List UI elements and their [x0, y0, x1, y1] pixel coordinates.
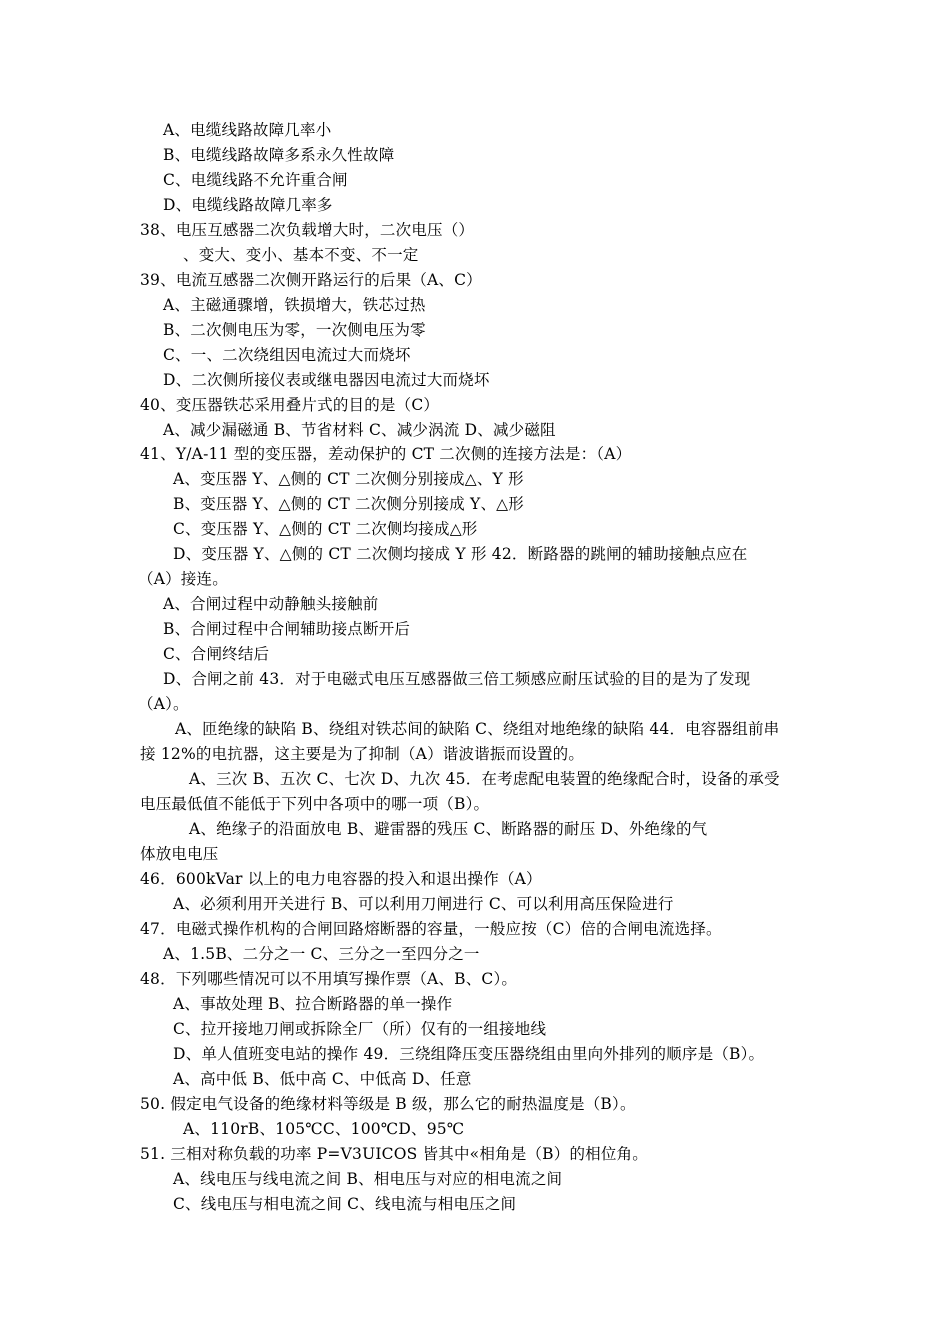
text-line: C、拉开接地刀闸或拆除全厂（所）仅有的一组接地线 — [173, 1020, 547, 1038]
text-line: B、变压器 Y、△侧的 CT 二次侧分别接成 Y、△形 — [173, 495, 525, 513]
text-line: C、线电压与相电流之间 C、线电流与相电压之间 — [173, 1195, 517, 1213]
text-line: D、合闸之前 43．对于电磁式电压互感器做三倍工频感应耐压试验的目的是为了发现 — [163, 670, 751, 688]
text-line: 39、电流互感器二次侧开路运行的后果（A、C） — [140, 271, 482, 289]
text-line: A、1.5B、二分之一 C、三分之一至四分之一 — [163, 945, 480, 963]
text-line: 50. 假定电气设备的绝缘材料等级是 B 级，那么它的耐热温度是（B）。 — [140, 1095, 636, 1113]
text-line: A、必须利用开关进行 B、可以利用刀闸进行 C、可以利用高压保险进行 — [173, 895, 674, 913]
text-line: A、变压器 Y、△侧的 CT 二次侧分别接成△、Y 形 — [173, 470, 524, 488]
text-line: 47．电磁式操作机构的合闸回路熔断器的容量，一般应按（C）倍的合闸电流选择。 — [140, 920, 722, 938]
text-line: B、二次侧电压为零，一次侧电压为零 — [163, 321, 426, 339]
text-line: D、电缆线路故障几率多 — [163, 196, 333, 214]
text-line: A、匝绝缘的缺陷 B、绕组对铁芯间的缺陷 C、绕组对地绝缘的缺陷 44．电容器组前串 — [175, 720, 780, 738]
text-line: B、电缆线路故障多系永久性故障 — [163, 146, 395, 164]
text-line: C、电缆线路不允许重合闸 — [163, 171, 348, 189]
text-line: 41、Y/A-11 型的变压器，差动保护的 CT 二次侧的连接方法是：（A） — [140, 445, 632, 463]
text-line: C、变压器 Y、△侧的 CT 二次侧均接成△形 — [173, 520, 478, 538]
text-line: 51. 三相对称负载的功率 P=V3UICOS 皆其中«相角是（B）的相位角。 — [140, 1145, 648, 1163]
text-line: B、合闸过程中合闸辅助接点断开后 — [163, 620, 411, 638]
text-line: 38、电压互感器二次负载增大时，二次电压（） — [140, 221, 475, 239]
text-line: A、高中低 B、低中高 C、中低高 D、任意 — [173, 1070, 472, 1088]
text-line: 电压最低值不能低于下列中各项中的哪一项（B）。 — [140, 795, 490, 813]
text-line: （A）接连。 — [138, 570, 228, 588]
text-line: 40、变压器铁芯采用叠片式的目的是（C） — [140, 396, 440, 414]
text-line: A、合闸过程中动静触头接触前 — [163, 595, 379, 613]
text-line: A、事故处理 B、拉合断路器的单一操作 — [173, 995, 453, 1013]
text-line: A、三次 B、五次 C、七次 D、九次 45．在考虑配电装置的绝缘配合时，设备的承受 — [189, 770, 780, 788]
text-line: C、合闸终结后 — [163, 645, 270, 663]
text-line: A、电缆线路故障几率小 — [163, 121, 332, 139]
text-line: A、减少漏磁通 B、节省材料 C、减少涡流 D、减少磁阻 — [163, 421, 556, 439]
text-line: A、绝缘子的沿面放电 B、避雷器的残压 C、断路器的耐压 D、外绝缘的气 — [189, 820, 708, 838]
text-line: （A）。 — [138, 695, 189, 713]
text-line: A、主磁通骤增，铁损增大，铁芯过热 — [163, 296, 426, 314]
text-line: A、110rB、105℃C、100℃D、95℃ — [183, 1120, 465, 1138]
text-line: A、线电压与线电流之间 B、相电压与对应的相电流之间 — [173, 1170, 563, 1188]
text-line: 体放电电压 — [140, 845, 219, 863]
text-line: 48．下列哪些情况可以不用填写操作票（A、B、C）。 — [140, 970, 518, 988]
text-line: D、变压器 Y、△侧的 CT 二次侧均接成 Y 形 42．断路器的跳闸的辅助接触点应在 — [173, 545, 748, 563]
text-line: 接 12%的电抗器，这主要是为了抑制（A）谐波谐振而设置的。 — [140, 745, 585, 763]
text-line: 46．600kVar 以上的电力电容器的投入和退出操作（A） — [140, 870, 542, 888]
text-line: D、二次侧所接仪表或继电器因电流过大而烧坏 — [163, 371, 490, 389]
text-line: C、一、二次绕组因电流过大而烧坏 — [163, 346, 411, 364]
text-line: 、变大、变小、基本不变、不一定 — [183, 246, 419, 264]
text-line: D、单人值班变电站的操作 49．三绕组降压变压器绕组由里向外排列的顺序是（B）。 — [173, 1045, 765, 1063]
